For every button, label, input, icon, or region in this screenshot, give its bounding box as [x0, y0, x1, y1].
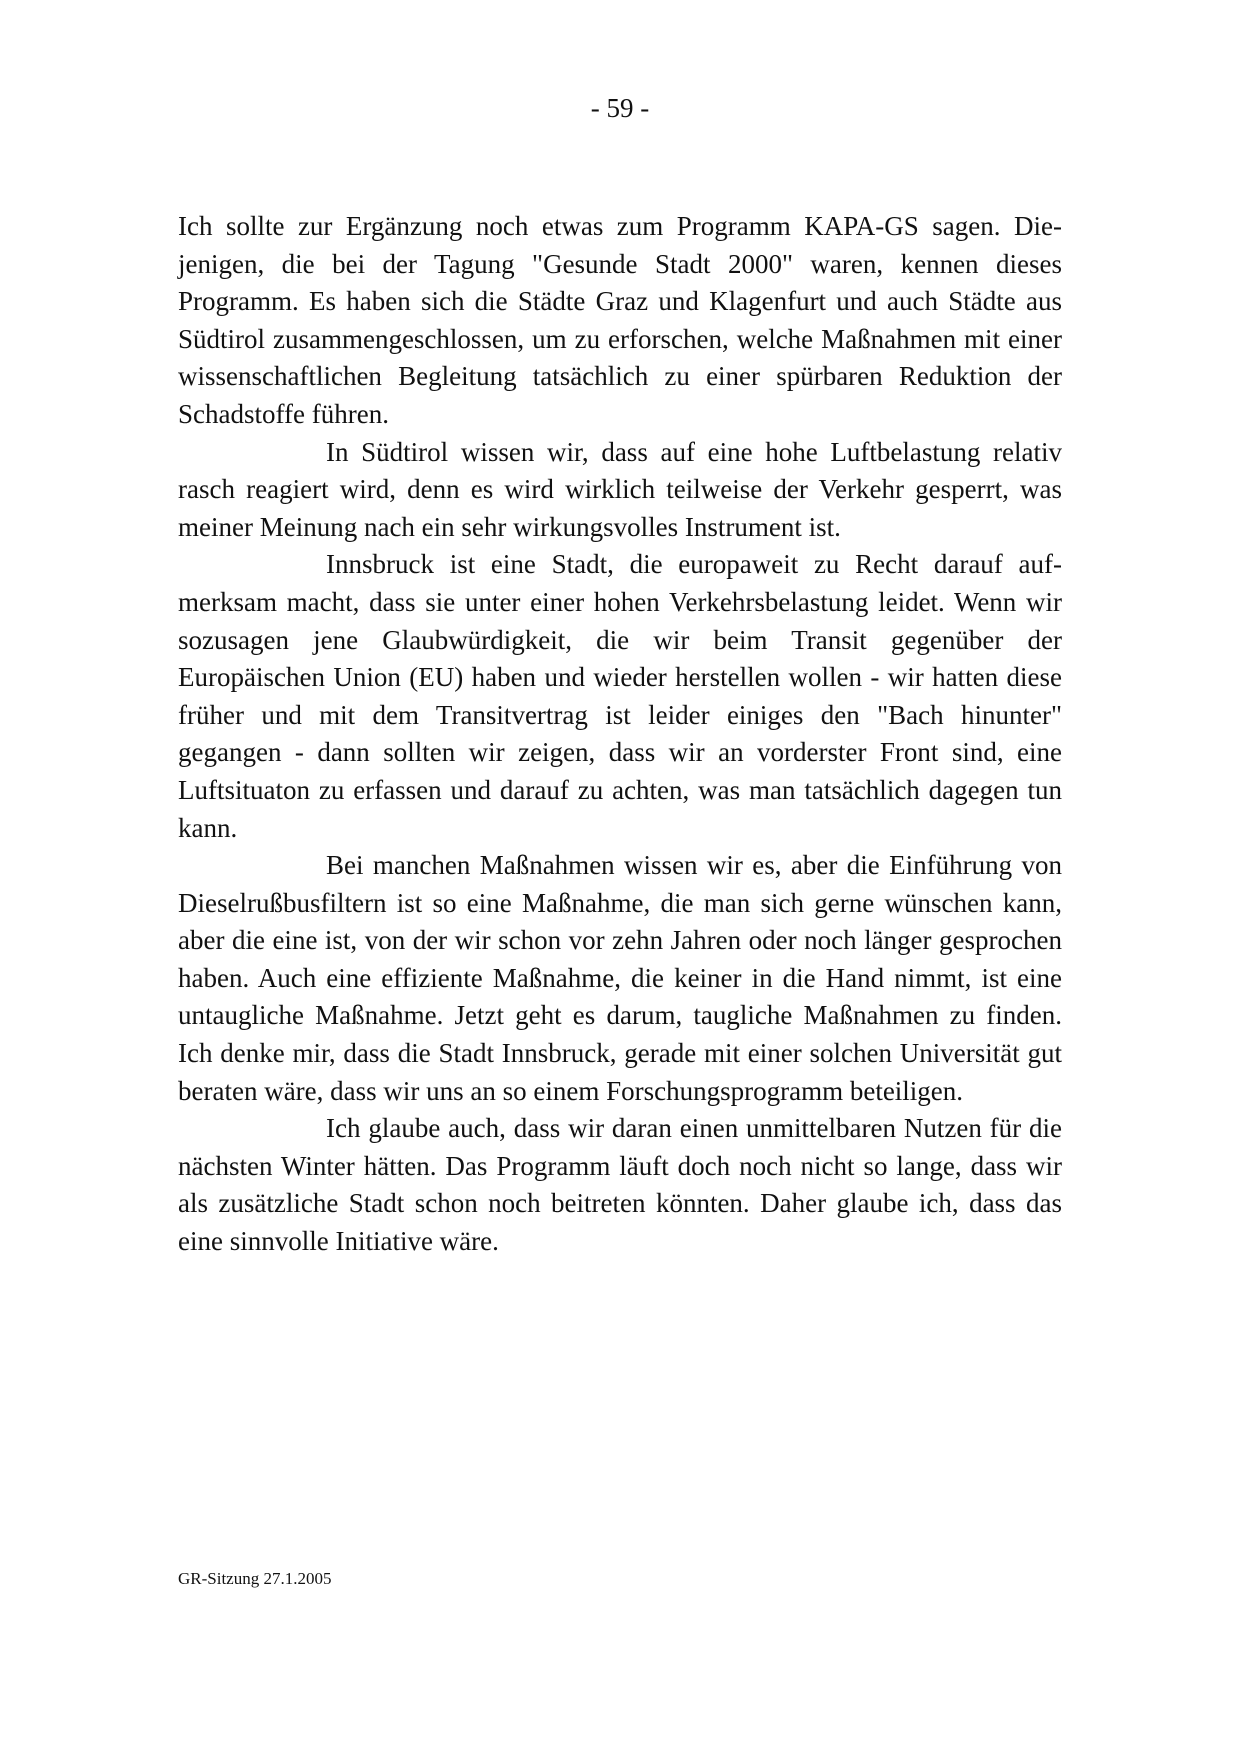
document-body: [178, 208, 1062, 1261]
page-number: - 59 -: [590, 93, 650, 123]
paragraph: Innsbruck ist eine Stadt, die europaweit zu Recht darauf aufmerksam macht, dass sie unter einer hohen Verkehrsbelastung leidet. Wenn wir sozusagen jene Glaubwürdigkeit, die wir beim Transit gegenüber der Europäischen Union (EU) haben und wieder herstellen wollen - wir hatten diese früher und mit dem Transitvertrag ist leider einiges den "Bach hinunter" gegangen - dann sollten wir zeigen, dass wir an vorderster Front sind, eine Luftsituaton zu erfassen und darauf zu achten, was man tatsächlich dagegen tun kann.: [178, 549, 1062, 843]
paragraph: Ich sollte zur Ergänzung noch etwas zum Programm KAPA-GS sagen. Diejenigen, die bei der Tagung "Gesunde Stadt 2000" waren, kennen dieses Programm. Es haben sich die Städte Graz und Klagenfurt und auch Städte aus Südtirol zusammengeschlossen, um zu erforschen, welche Maßnahmen mit einer wissenschaftlichen Begleitung tatsächlich zu einer spürbaren Reduktion der Schadstoffe führen.: [178, 211, 1062, 429]
paragraph: Ich glaube auch, dass wir daran einen unmittelbaren Nutzen für die nächsten Winter hätten. Das Programm läuft doch noch nicht so lange, dass wir als zusätzliche Stadt schon noch beitreten könnten. Daher glaube ich, dass das eine sinnvolle Initiative wäre.: [178, 1113, 1062, 1257]
paragraph: Bei manchen Maßnahmen wissen wir es, aber die Einführung von Dieselrußbusfiltern ist so eine Maßnahme, die man sich gerne wünschen kann, aber die eine ist, von der wir schon vor zehn Jahren oder noch länger gesprochen haben. Auch eine effiziente Maßnahme, die keiner in die Hand nimmt, ist eine untaugliche Maßnahme. Jetzt geht es darum, taugliche Maßnahmen zu finden. Ich denke mir, dass die Stadt Innsbruck, gerade mit einer solchen Universität gut beraten wäre, dass wir uns an so einem Forschungsprogramm beteiligen.: [178, 850, 1062, 1106]
footer-session-label: GR-Sitzung 27.1.2005: [178, 1569, 332, 1588]
paragraph: In Südtirol wissen wir, dass auf eine hohe Luftbelastung relativ rasch reagiert wird, denn es wird wirklich teilweise der Verkehr gesperrt, was meiner Meinung nach ein sehr wirkungsvolles Instrument ist.: [178, 436, 1062, 542]
